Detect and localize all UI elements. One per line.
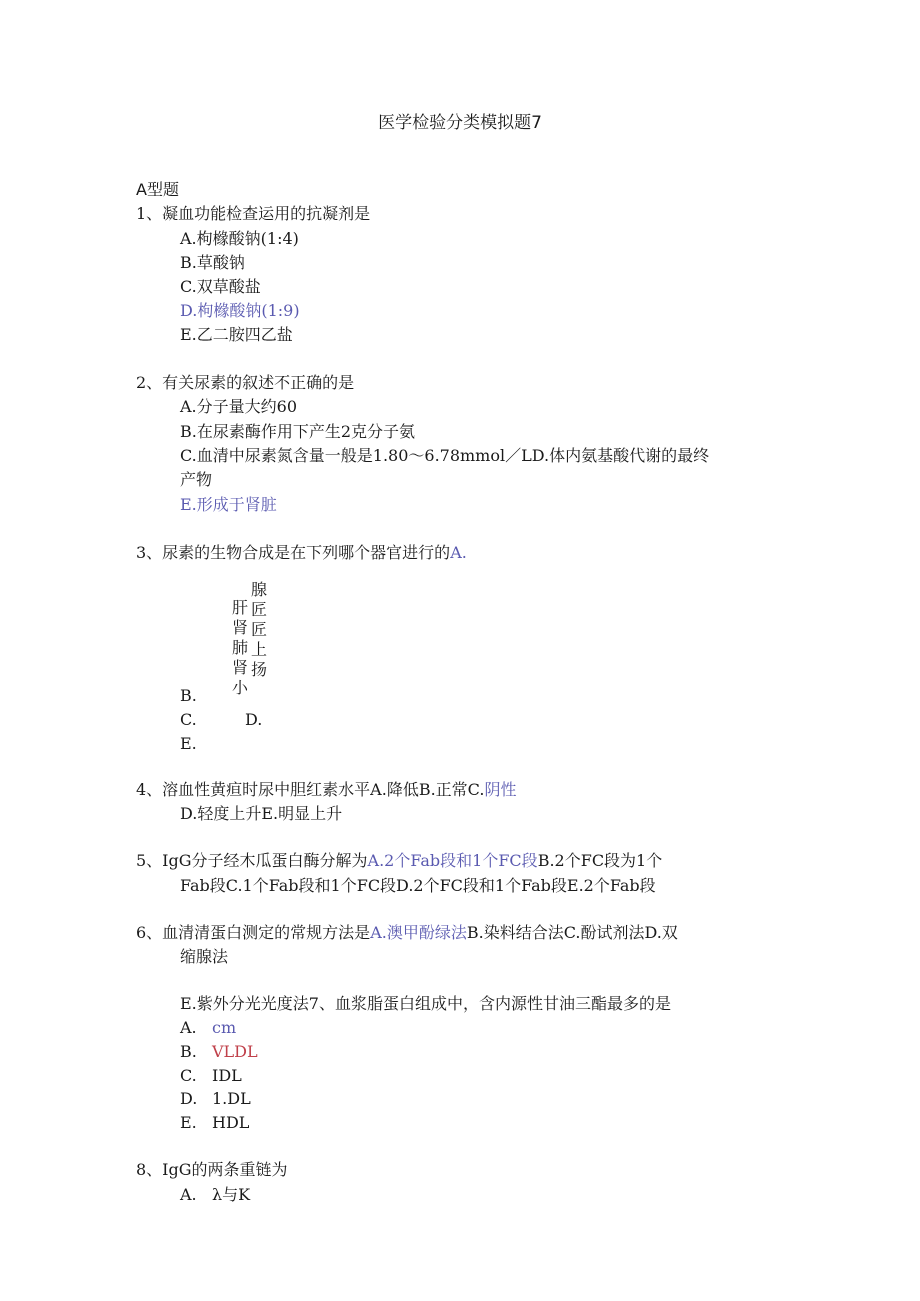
garbled-char: 扬 bbox=[251, 660, 268, 679]
question-5-stem bbox=[136, 849, 662, 873]
question-6-options: B.染料结合法C.酚试剂法D.双 bbox=[466, 923, 678, 942]
section-heading: A型题 bbox=[136, 180, 179, 199]
question-2-option-a: A.分子量大约60 bbox=[180, 397, 298, 416]
option-label: C. bbox=[180, 1066, 197, 1085]
question-1-option-b: B.草酸钠 bbox=[180, 253, 245, 272]
garbled-char: 腺 bbox=[251, 580, 268, 599]
question-5-answer: A.2个Fab段和1个FC段 bbox=[367, 851, 538, 870]
garbled-char: 上 bbox=[251, 640, 268, 659]
option-label: D. bbox=[180, 1089, 198, 1108]
question-4-stem bbox=[136, 778, 516, 802]
question-2-stem: 2、有关尿素的叙述不正确的是 bbox=[136, 373, 355, 392]
question-3-option-c: C. bbox=[180, 710, 197, 729]
question-1-option-a: A.枸橼酸钠(1:4) bbox=[180, 229, 299, 248]
option-value: 1.DL bbox=[212, 1089, 251, 1108]
option-label: B. bbox=[180, 1042, 197, 1061]
option-value: IDL bbox=[212, 1066, 242, 1085]
question-3-stem bbox=[136, 541, 467, 565]
option-label: A. bbox=[180, 1018, 197, 1037]
question-1-option-c: C.双草酸盐 bbox=[180, 277, 261, 296]
question-4-stem-text: 4、溶血性黄疸时尿中胆红素水平A.降低B.正常C. bbox=[136, 780, 485, 799]
question-7-option-e bbox=[180, 1111, 249, 1135]
option-value: HDL bbox=[212, 1113, 250, 1132]
question-2-option-b: B.在尿素酶作用下产生2克分子氨 bbox=[180, 422, 416, 441]
question-3-garbled-column-1 bbox=[232, 598, 248, 698]
question-7-option-d bbox=[180, 1087, 251, 1111]
garbled-char: 匠 bbox=[251, 600, 268, 619]
option-label: A. bbox=[180, 1185, 197, 1204]
garbled-char: 小 bbox=[232, 678, 249, 697]
question-3-option-b: B. bbox=[180, 686, 197, 705]
question-4-answer: 阴性 bbox=[484, 780, 517, 799]
question-7-option-a bbox=[180, 1016, 236, 1040]
garbled-char: 肝 bbox=[232, 598, 249, 617]
question-4-options-line-2: D.轻度上升E.明显上升 bbox=[180, 804, 343, 823]
option-value: VLDL bbox=[212, 1042, 258, 1061]
garbled-char: 匠 bbox=[251, 620, 268, 639]
question-1-option-d: D.枸橼酸钠(1:9) bbox=[180, 301, 300, 320]
garbled-char: 肺 bbox=[232, 638, 249, 657]
question-2-option-c-continued: 产物 bbox=[180, 470, 213, 489]
question-3-option-d: D. bbox=[245, 710, 263, 729]
garbled-char: 肾 bbox=[232, 658, 249, 677]
question-2-option-e: E.形成于肾脏 bbox=[180, 495, 277, 514]
question-1-option-e: E.乙二胺四乙盐 bbox=[180, 325, 293, 344]
question-3-option-e: E. bbox=[180, 734, 197, 753]
question-3-garbled-column-2 bbox=[251, 580, 267, 680]
question-6-stem bbox=[136, 921, 678, 945]
question-5-stem-text: 5、IgG分子经木瓜蛋白酶分解为 bbox=[136, 851, 368, 870]
option-value: λ与K bbox=[212, 1185, 251, 1204]
question-6-answer: A.澳甲酚绿法 bbox=[370, 923, 467, 942]
option-label: E. bbox=[180, 1113, 197, 1132]
question-6-options-line-2: 缩腺法 bbox=[180, 947, 229, 966]
question-3-answer: A. bbox=[450, 543, 467, 562]
question-5-options: B.2个FC段为1个 bbox=[537, 851, 663, 870]
question-3-stem-text: 3、尿素的生物合成是在下列哪个器官进行的 bbox=[136, 543, 451, 562]
question-2-option-c: C.血清中尿素氮含量一般是1.80～6.78mmol／LD.体内氨基酸代谢的最终 bbox=[180, 446, 710, 465]
question-7-stem: E.紫外分光光度法7、血浆脂蛋白组成中，含内源性甘油三酯最多的是 bbox=[180, 994, 671, 1013]
option-value: cm bbox=[212, 1018, 237, 1037]
question-7-option-b bbox=[180, 1040, 258, 1064]
document-title: 医学检验分类模拟题7 bbox=[378, 113, 542, 133]
question-8-stem: 8、IgG的两条重链为 bbox=[136, 1160, 288, 1179]
question-7-option-c bbox=[180, 1064, 242, 1088]
question-8-option-a bbox=[180, 1183, 250, 1207]
question-5-options-line-2: Fab段C.1个Fab段和1个FC段D.2个FC段和1个Fab段E.2个Fab段 bbox=[180, 876, 656, 895]
garbled-char: 肾 bbox=[232, 618, 249, 637]
question-1-stem: 1、凝血功能检查运用的抗凝剂是 bbox=[136, 204, 371, 223]
question-6-stem-text: 6、血清清蛋白测定的常规方法是 bbox=[136, 923, 371, 942]
